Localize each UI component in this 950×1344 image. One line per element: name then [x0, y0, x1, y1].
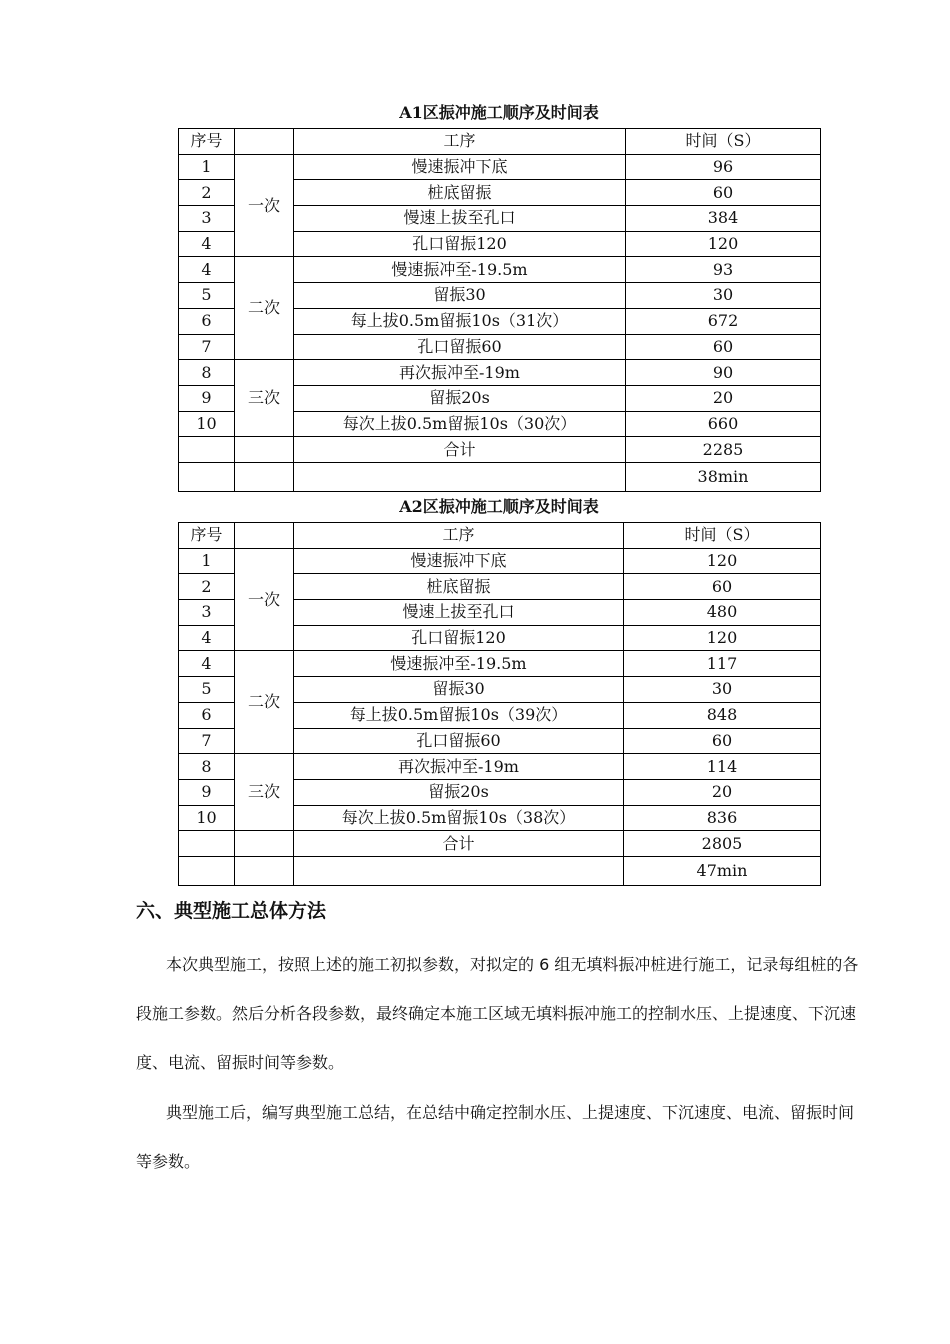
- cell-stage-group: 二次: [235, 651, 294, 754]
- table-row: [179, 548, 821, 574]
- cell-process: 留振20s: [294, 385, 626, 411]
- cell-process: 孔口留振60: [294, 728, 624, 754]
- cell-stage-group: 一次: [235, 548, 294, 651]
- cell-seq: 8: [179, 360, 235, 386]
- minutes-value: 47min: [624, 856, 821, 885]
- cell-process: 慢速上拔至孔口: [294, 600, 624, 626]
- paragraph: [136, 1088, 866, 1186]
- cell-process: 留振30: [294, 677, 624, 703]
- cell-process: 慢速振冲至-19.5m: [294, 257, 626, 283]
- table-header-row: [179, 129, 821, 155]
- cell-process: 慢速振冲至-19.5m: [294, 651, 624, 677]
- header-process: 工序: [294, 129, 626, 155]
- paragraph: [136, 940, 866, 1087]
- table-header-row: [179, 523, 821, 549]
- total-row: [179, 437, 821, 463]
- cell-seq: 6: [179, 308, 235, 334]
- cell-seq: 7: [179, 728, 235, 754]
- cell-time: 30: [626, 283, 821, 309]
- cell-seq: 5: [179, 283, 235, 309]
- cell-time: 672: [626, 308, 821, 334]
- cell-process: 每上拔0.5m留振10s（31次）: [294, 308, 626, 334]
- cell-time: 120: [624, 625, 821, 651]
- cell-stage-group: 三次: [235, 360, 294, 437]
- table-row: [179, 360, 821, 386]
- section-heading: 六、典型施工总体方法: [136, 900, 327, 922]
- cell-time: 114: [624, 754, 821, 780]
- cell-stage-group: 三次: [235, 754, 294, 831]
- table-row: [179, 154, 821, 180]
- cell-time: 848: [624, 702, 821, 728]
- cell-process: 慢速振冲下底: [294, 548, 624, 574]
- table-row: [179, 651, 821, 677]
- minutes-row: [179, 856, 821, 885]
- cell-seq: 4: [179, 625, 235, 651]
- cell-time: 20: [626, 385, 821, 411]
- cell-process: 留振20s: [294, 779, 624, 805]
- total-value: 2805: [624, 831, 821, 857]
- cell-time: 60: [624, 574, 821, 600]
- cell-seq: 2: [179, 180, 235, 206]
- cell-empty: [179, 831, 235, 857]
- paragraph-text: 本次典型施工，按照上述的施工初拟参数，对拟定的 6 组无填料振冲桩进行施工，记录每组桩的各段施工参数。然后分析各段参数，最终确定本施工区域无填料振冲施工的控制水压、上提速度、下沉速度、电流、留振时间等参数。: [136, 955, 859, 1072]
- cell-empty: [179, 856, 235, 885]
- table-a2-title: A2区振冲施工顺序及时间表: [399, 497, 599, 516]
- cell-time: 60: [626, 180, 821, 206]
- cell-process: 再次振冲至-19m: [294, 360, 626, 386]
- cell-process: 桩底留振: [294, 574, 624, 600]
- cell-empty: [179, 462, 235, 491]
- header-time: 时间（S）: [626, 129, 821, 155]
- cell-process: 每上拔0.5m留振10s（39次）: [294, 702, 624, 728]
- cell-seq: 5: [179, 677, 235, 703]
- total-value: 2285: [626, 437, 821, 463]
- cell-process: 慢速上拔至孔口: [294, 206, 626, 232]
- cell-empty: [179, 437, 235, 463]
- cell-seq: 9: [179, 779, 235, 805]
- header-process: 工序: [294, 523, 624, 549]
- cell-process: 再次振冲至-19m: [294, 754, 624, 780]
- cell-time: 120: [624, 548, 821, 574]
- cell-process: 孔口留振60: [294, 334, 626, 360]
- total-label: 合计: [294, 437, 626, 463]
- cell-time: 660: [626, 411, 821, 437]
- cell-seq: 10: [179, 805, 235, 831]
- cell-process: 每次上拔0.5m留振10s（38次）: [294, 805, 624, 831]
- table-a2: [178, 522, 821, 886]
- cell-process: 孔口留振120: [294, 231, 626, 257]
- cell-seq: 10: [179, 411, 235, 437]
- cell-time: 60: [626, 334, 821, 360]
- cell-empty: [235, 462, 294, 491]
- paragraph-text: 典型施工后，编写典型施工总结，在总结中确定控制水压、上提速度、下沉速度、电流、留振时间等参数。: [136, 1103, 855, 1171]
- cell-stage-group: 二次: [235, 257, 294, 360]
- cell-seq: 1: [179, 154, 235, 180]
- cell-empty: [235, 437, 294, 463]
- total-label: 合计: [294, 831, 624, 857]
- cell-empty: [294, 856, 624, 885]
- cell-empty: [294, 462, 626, 491]
- cell-seq: 4: [179, 651, 235, 677]
- cell-process: 留振30: [294, 283, 626, 309]
- cell-time: 836: [624, 805, 821, 831]
- header-stage: [235, 129, 294, 155]
- cell-time: 90: [626, 360, 821, 386]
- cell-empty: [235, 856, 294, 885]
- total-row: [179, 831, 821, 857]
- cell-time: 20: [624, 779, 821, 805]
- cell-time: 93: [626, 257, 821, 283]
- cell-time: 60: [624, 728, 821, 754]
- cell-time: 117: [624, 651, 821, 677]
- cell-process: 孔口留振120: [294, 625, 624, 651]
- minutes-value: 38min: [626, 462, 821, 491]
- cell-time: 120: [626, 231, 821, 257]
- cell-seq: 4: [179, 231, 235, 257]
- cell-time: 480: [624, 600, 821, 626]
- header-time: 时间（S）: [624, 523, 821, 549]
- header-seq: 序号: [179, 129, 235, 155]
- cell-seq: 4: [179, 257, 235, 283]
- cell-process: 慢速振冲下底: [294, 154, 626, 180]
- table-row: [179, 257, 821, 283]
- cell-time: 96: [626, 154, 821, 180]
- cell-seq: 6: [179, 702, 235, 728]
- minutes-row: [179, 462, 821, 491]
- cell-process: 每次上拔0.5m留振10s（30次）: [294, 411, 626, 437]
- table-a1-title: A1区振冲施工顺序及时间表: [399, 103, 599, 122]
- header-seq: 序号: [179, 523, 235, 549]
- table-a1: [178, 128, 821, 492]
- cell-stage-group: 一次: [235, 154, 294, 257]
- cell-time: 384: [626, 206, 821, 232]
- cell-seq: 1: [179, 548, 235, 574]
- cell-time: 30: [624, 677, 821, 703]
- cell-seq: 7: [179, 334, 235, 360]
- cell-seq: 2: [179, 574, 235, 600]
- header-stage: [235, 523, 294, 549]
- cell-seq: 9: [179, 385, 235, 411]
- cell-seq: 8: [179, 754, 235, 780]
- cell-empty: [235, 831, 294, 857]
- cell-seq: 3: [179, 206, 235, 232]
- table-row: [179, 754, 821, 780]
- cell-seq: 3: [179, 600, 235, 626]
- cell-process: 桩底留振: [294, 180, 626, 206]
